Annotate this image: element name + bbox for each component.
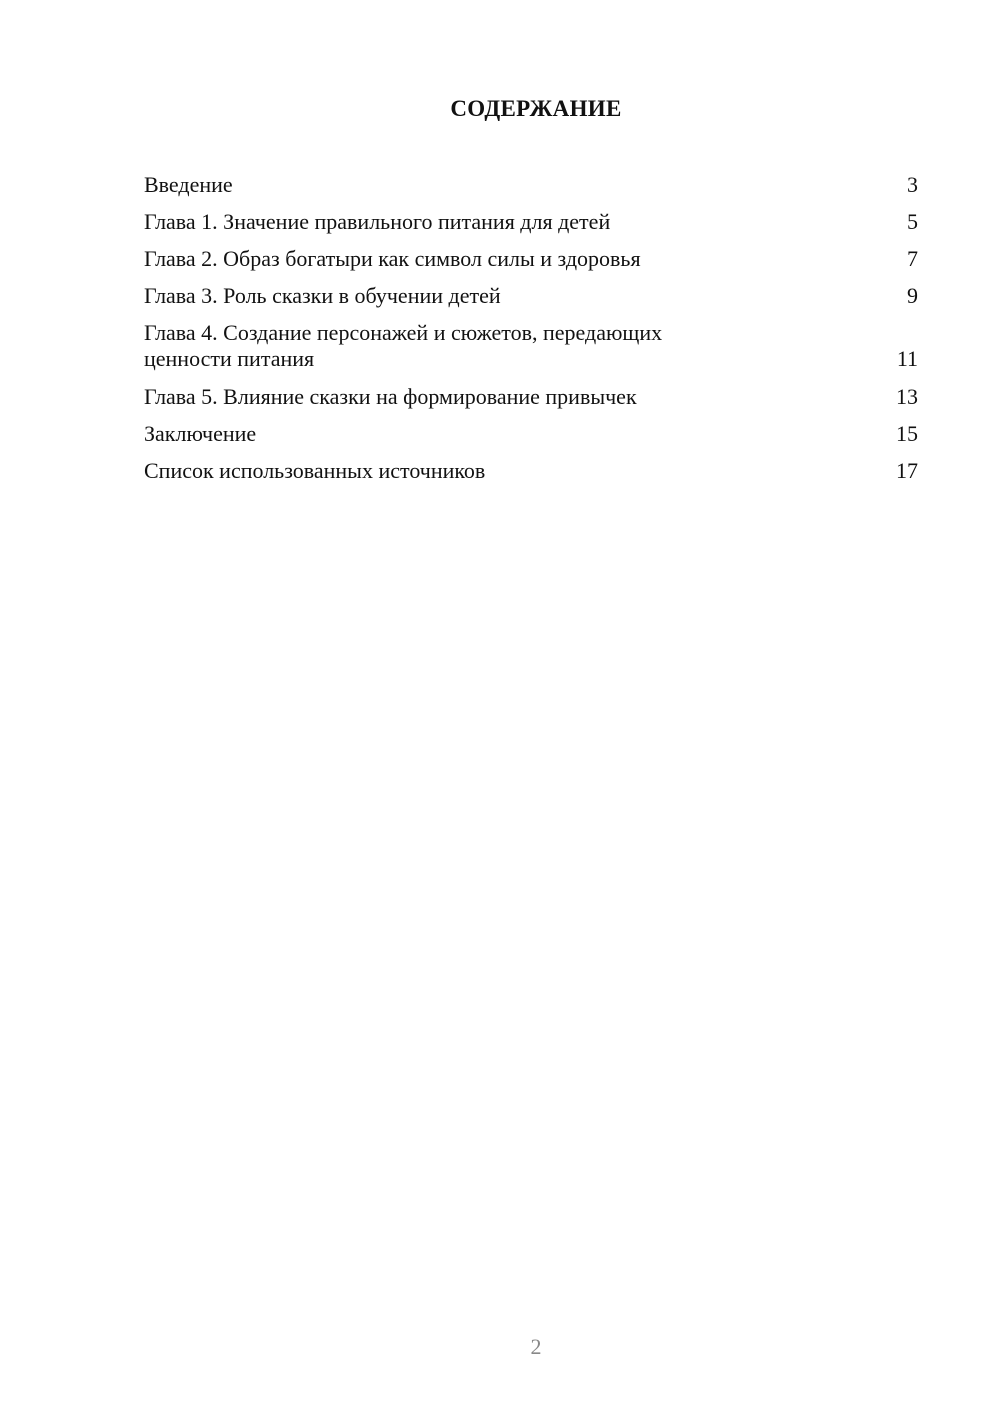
- toc-item-label: Глава 3. Роль сказки в обучении детей: [144, 283, 501, 308]
- page-title: СОДЕРЖАНИЕ: [450, 96, 622, 121]
- page-number: 2: [530, 1334, 542, 1359]
- toc-item-introduction: [144, 172, 918, 198]
- toc-item-chapter-2: [144, 246, 918, 272]
- toc-item-label: Заключение: [144, 421, 257, 446]
- toc-item-label: Глава 5. Влияние сказки на формирование привычек: [144, 384, 637, 409]
- toc-item-references: [144, 458, 918, 484]
- toc-item-chapter-3: [144, 283, 918, 309]
- toc-item-page: 17: [896, 458, 918, 483]
- toc-item-label: Список использованных источников: [144, 458, 486, 483]
- table-of-contents: [144, 172, 918, 495]
- toc-item-label: Глава 1. Значение правильного питания для детей: [144, 209, 611, 234]
- toc-item-page: 11: [896, 346, 918, 371]
- toc-item-page: 9: [907, 283, 918, 308]
- toc-item-chapter-4: [144, 320, 918, 372]
- toc-item-page: 5: [907, 209, 918, 234]
- toc-item-chapter-1: [144, 209, 918, 235]
- toc-item-label: Глава 2. Образ богатыри как символ силы и здоровья: [144, 246, 641, 271]
- toc-item-page: 7: [907, 246, 918, 271]
- toc-item-label: Глава 4. Создание персонажей и сюжетов, передающих ценности питания: [144, 320, 663, 371]
- toc-item-page: 13: [896, 384, 918, 409]
- toc-item-chapter-5: [144, 384, 918, 410]
- toc-item-page: 15: [896, 421, 918, 446]
- toc-item-conclusion: [144, 421, 918, 447]
- toc-item-page: 3: [907, 172, 918, 197]
- toc-item-label: Введение: [144, 172, 233, 197]
